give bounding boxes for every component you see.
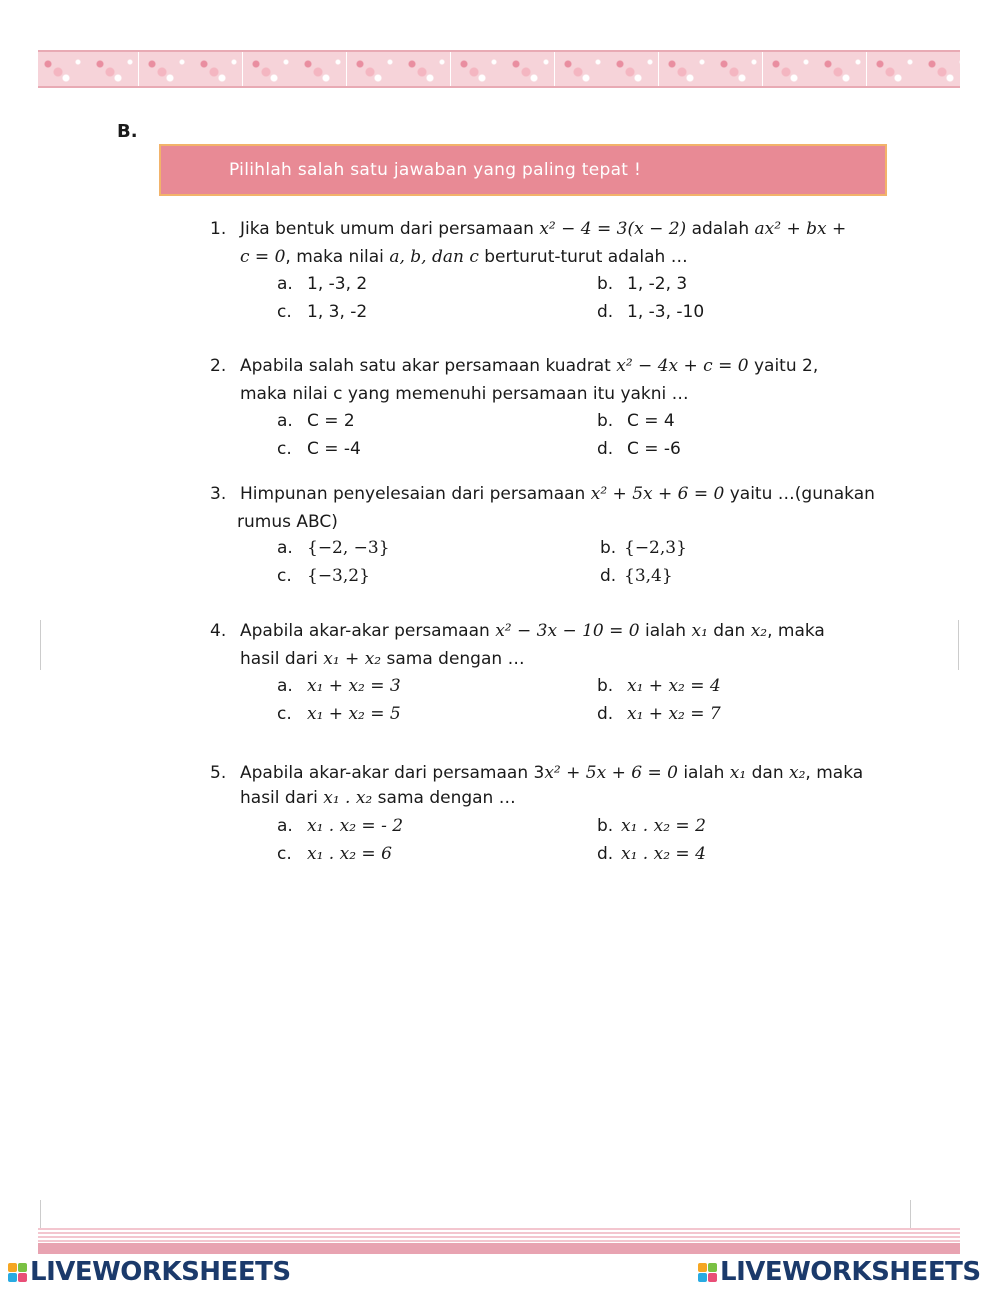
question-text: ialah [677,763,730,783]
brand-logo-left [8,1256,291,1288]
question-text: hasil dari [240,649,324,669]
instruction-banner [159,144,887,196]
margin-line-right-bottom [910,1200,911,1228]
math-expression: x² − 3x − 10 = 0 [495,621,640,641]
option-5c[interactable]: c. x₁ . x₂ = 6 [277,844,392,864]
option-5b[interactable]: b. x₁ . x₂ = 2 [597,816,706,836]
option-1b[interactable]: b. 1, -2, 3 [597,274,688,294]
question-number: 3. [210,484,227,504]
math-expression: x₁ [691,621,708,641]
instruction-text: Pilihlah salah satu jawaban yang paling tepat ! [229,160,642,180]
option-4b[interactable]: b. x₁ + x₂ = 4 [597,676,721,696]
math-expression: x₁ . x₂ [323,788,373,808]
question-text: dan [707,621,751,641]
question-text: adalah [686,219,755,239]
option-5a[interactable]: a. x₁ . x₂ = - 2 [277,816,404,836]
math-expression: c = 0 [240,247,286,267]
question-3 [210,480,875,536]
margin-line-left [40,620,41,670]
math-expression: x₁ + x₂ [323,649,382,669]
question-text: dan [746,763,789,783]
question-text: , maka [805,763,864,783]
brand-text: LIVEWORKSHEETS [30,1257,291,1287]
question-text: Jika bentuk umum dari persamaan [240,219,540,239]
option-4c[interactable]: c. x₁ + x₂ = 5 [277,704,401,724]
option-3a[interactable]: a. {−2, −3} [277,538,390,558]
math-expression: ax² + bx + [754,219,847,239]
question-text: , maka [767,621,825,641]
math-expression: x₁ [729,763,747,783]
question-number: 4. [210,621,227,641]
option-1d[interactable]: d. 1, -3, -10 [597,302,705,322]
math-expression: x² + 5x + 6 = 0 [544,763,678,783]
question-text: yaitu 2, [748,356,819,376]
section-label: B. [117,121,138,142]
math-expression: a, b, dan c [389,247,479,267]
option-2d[interactable]: d. C = -6 [597,439,681,459]
question-text: rumus ABC) [237,512,338,532]
question-text: yaitu …(gunakan [724,484,875,504]
math-expression: x² + 5x + 6 = 0 [590,484,725,504]
option-4a[interactable]: a. x₁ + x₂ = 3 [277,676,401,696]
option-5d[interactable]: d. x₁ . x₂ = 4 [597,844,706,864]
question-number: 1. [210,219,227,239]
question-text: sama dengan … [372,788,516,808]
question-number: 2. [210,356,227,376]
question-text: sama dengan … [381,649,525,669]
brand-text: LIVEWORKSHEETS [720,1257,981,1287]
brand-icon [8,1263,27,1282]
option-2c[interactable]: c. C = -4 [277,439,361,459]
margin-line-right [958,620,959,670]
margin-line-left-bottom [40,1200,41,1228]
math-expression: x₂ [789,763,806,783]
question-1 [210,215,846,271]
brand-icon [698,1263,717,1282]
question-4 [210,617,825,673]
brand-logo-right [698,1256,981,1288]
question-text: , maka nilai [285,247,390,267]
question-text: ialah [639,621,692,641]
stripe-border-bottom [38,1228,960,1254]
option-2a[interactable]: a. C = 2 [277,411,355,431]
option-1c[interactable]: c. 1, 3, -2 [277,302,368,322]
math-expression: x² − 4x + c = 0 [616,356,749,376]
option-3c[interactable]: c. {−3,2} [277,566,370,586]
question-text: Himpunan penyelesaian dari persamaan [240,484,591,504]
option-2b[interactable]: b. C = 4 [597,411,675,431]
option-3d[interactable]: d. {3,4} [600,566,673,586]
question-text: Apabila akar-akar persamaan [240,621,496,641]
option-4d[interactable]: d. x₁ + x₂ = 7 [597,704,721,724]
math-expression: x² − 4 = 3(x − 2) [539,219,687,239]
question-text: maka nilai c yang memenuhi persamaan itu yakni … [240,384,689,404]
question-text: hasil dari [240,788,324,808]
question-5 [210,761,863,811]
question-text: Apabila salah satu akar persamaan kuadrat [240,356,617,376]
question-text: Apabila akar-akar dari persamaan 3 [240,763,545,783]
question-text: berturut-turut adalah … [478,247,688,267]
option-3b[interactable]: b. {−2,3} [600,538,687,558]
star-border-top [38,50,960,88]
question-2 [210,352,818,408]
math-expression: x₂ [750,621,768,641]
option-1a[interactable]: a. 1, -3, 2 [277,274,368,294]
question-number: 5. [210,763,227,783]
